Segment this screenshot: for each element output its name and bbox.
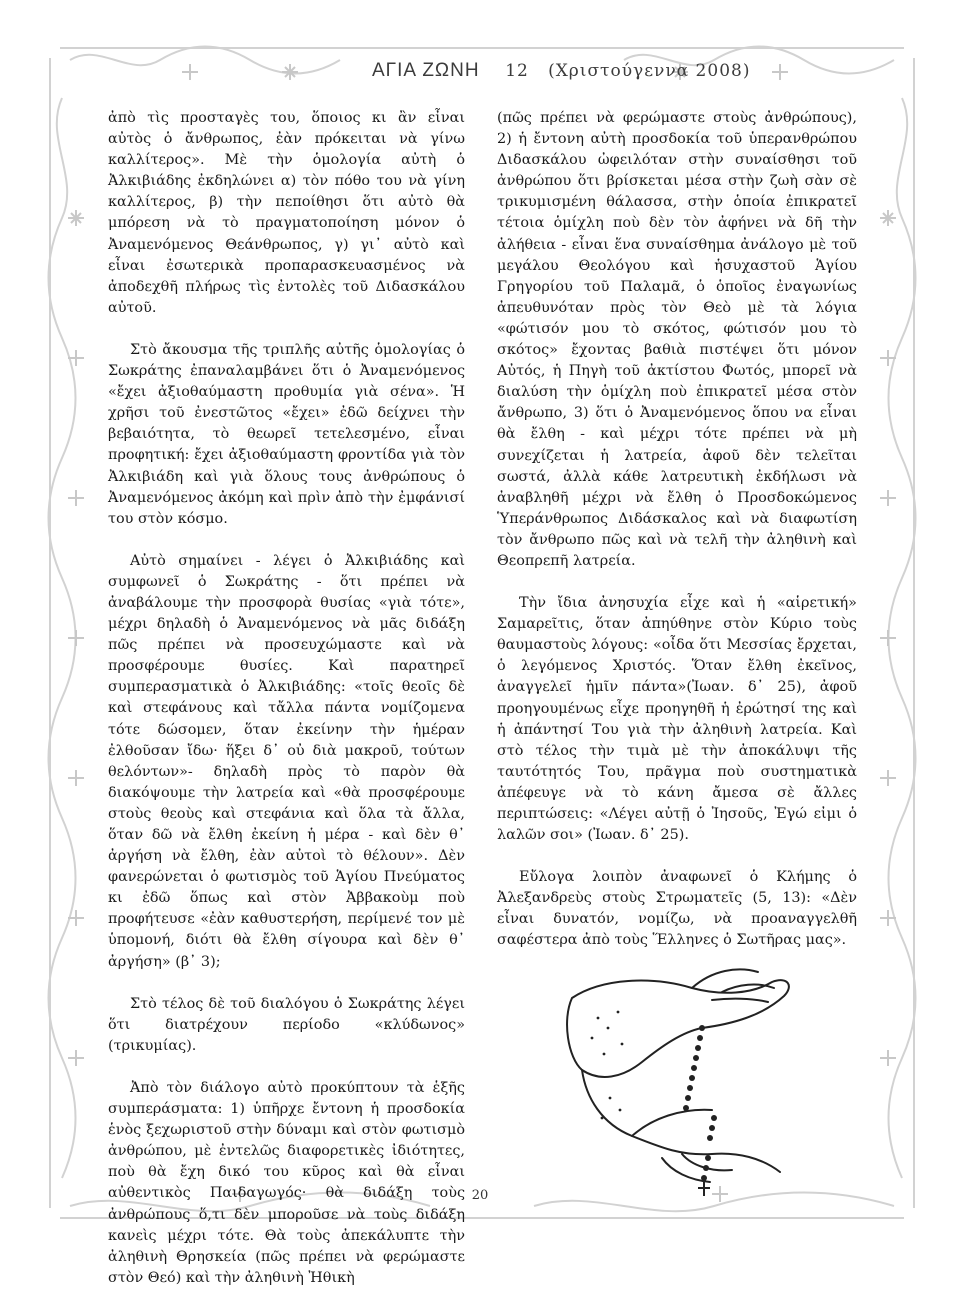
right-column [497, 108, 857, 973]
magazine-name: ΑΓΙΑ ΖΩΝΗ [372, 60, 480, 81]
paragraph: (πῶς πρέπει νὰ φερώμαστε στοὺς ἀνθρώπους), 2) ἡ ἔντονη αὐτὴ προσδοκία τοῦ ὑπερανθρώπου Διδασκάλου ὠφειλόταν στὴν συναίσθησι τοῦ ἀνθρώπου ὅτι βρίσκεται μέσα στὴν ζωὴ σὰν σὲ τρικυμισμένη θάλασσα, στὴν ὁποία ἐπικρατεῖ τέτοια ὁμίχλη ποὺ δὲν τὸν ἀφήνει νὰ δῆ τὴν ἀλήθεια - εἶναι ἕνα συναίσθημα ἀνάλογο μὲ τοῦ μεγάλου Θεολόγου καὶ ἡσυχαστοῦ Ἁγίου Γρηγορίου τοῦ Παλαμᾶ, ὁ ὁποῖος ἐναγωνίως ἀπευθυνόταν πρὸς τὸν Θεὸ μὲ τὰ λόγια «φώτισόν μου τὸ σκότος, φώτισόν μου τὸ σκότος» ἔχοντας βαθιὰ πιστέψει ὅτι μόνον Αὐτός, ἡ Πηγὴ τοῦ ἀκτίστου Φωτός, μπορεῖ νὰ διαλύση τὴν ὁμίχλη ποὺ ἐπικρατεῖ μέσα στὸν ἄνθρωπο, 3) ὅτι ὁ Ἀναμενόμενος ὅπου να εἶναι θὰ ἔλθη - καὶ μέχρι τότε πρέπει νὰ μὴ συνεχίζεται ἡ λατρεία, ἀφοῦ δὲν τελεῖται σωστά, ἀλλὰ κάθε λατρευτικὴ ἐκδήλωσι νὰ ἀναβληθῆ μέχρι νὰ ἔλθη ὁ Προσδοκώμενος Ὑπεράνθρωπος Διδάσκαλος καὶ νὰ διαφωτίση τὸν ἄνθρωπο πῶς καὶ νὰ τελῆ τὴν ἀληθινὴ καὶ Θεοπρεπῆ λατρεία. [497, 110, 857, 569]
issue-date: (Χριστούγεννα 2008) [548, 61, 751, 81]
header-title [372, 60, 751, 82]
page-number: 20 [471, 1188, 489, 1203]
left-column [108, 108, 465, 1310]
praying-hands-illustration [562, 958, 800, 1202]
paragraph: Τὴν ἴδια ἀνησυχία εἶχε καὶ ἡ «αἱρετική» Σαμαρεῖτις, ὅταν ἀπηύθηνε στὸν Κύριο τοὺς θαυμαστοὺς λόγους: «οἶδα ὅτι Μεσσίας ἔρχεται, ὁ λεγόμενος Χριστός. Ὅταν ἔλθη ἐκεῖνος, ἀναγγελεῖ ἡμῖν πάντα»(Ἰωαν. δ᾽ 25), ἀφοῦ προηγουμένως εἶχε προηγηθῆ ἡ ἐρώτησί της καὶ ἡ ἀπάντησί Του γιὰ τὴν ἀληθινὴ λατρεία. Καὶ στὸ τέλος τὴν τιμὰ μὲ τὴν ἀποκάλυψι τῆς ταυτότητός Του, πρᾶγμα ποὺ συστηματικὰ ἀπέφευγε νὰ τὸ κάνη ἄμεσα σὲ ἄλλες περιπτώσεις: «Λέγει αὐτῇ ὁ Ἰησοῦς, Ἐγώ εἰμι ὁ λαλῶν σοι» (Ἰωαν. δ᾽ 25). [497, 595, 857, 844]
paragraph: ἀπὸ τὶς προσταγὲς του, ὅποιος κι ἂν εἶναι αὐτὸς ὁ ἄνθρωπος, ἐὰν πρόκειται νὰ γίνω καλλίτερος». Μὲ τὴν ὁμολογία αὐτὴ ὁ Ἀλκιβιάδης ἐκδηλώνει α) τὸν πόθο του νὰ γίνη καλλίτερος, β) τὴν πεποίθησι ὅτι αὐτὸ θὰ μπόρεση νὰ τὸ πραγματοποίηση μόνον ὁ Ἀναμενόμενος Θεάνθρωπος, γ) γι᾽ αὐτὸ καὶ εἶναι ἐσωτερικὰ προπαρασκευασμένος νὰ ἀποδεχθῆ πλήρως τὶς ἐντολὲς τοῦ Διδασκάλου αὐτοῦ. [108, 110, 465, 316]
paragraph: Ἀπὸ τὸν διάλογο αὐτὸ προκύπτουν τὰ ἑξῆς συμπεράσματα: 1) ὑπῆρχε ἔντονη ἡ προσδοκία ἑνὸς ξεχωριστοῦ στὴν δύναμι καὶ στὸν φωτισμὸ ἀνθρώπου, μὲ ἐντελῶς διαφορετικὲς ἰδιότητες, ποὺ θὰ ἔχη δικό του κῦρος καὶ θὰ εἶναι αὐθεντικὸς Παιδαγωγός· θὰ διδάξη τοὺς ἀνθρώπους ὅ,τι δὲν μποροῦσε νὰ τοὺς διδάξη κανεὶς μέχρι τότε. Θὰ τοὺς ἀπεκάλυπτε τὴν ἀληθινὴ Θρησκεία (πῶς πρέπει νὰ φερώμαστε στὸν Θεό) καὶ τὴν ἀληθινὴ Ἠθικὴ [108, 1079, 465, 1286]
issue-number: 12 [505, 61, 529, 81]
paragraph: Αὐτὸ σημαίνει - λέγει ὁ Ἀλκιβιάδης καὶ συμφωνεῖ ὁ Σωκράτης - ὅτι πρέπει νὰ ἀναβάλουμε τὴν προσφορὰ θυσίας «γιὰ τότε», μέχρι δηλαδὴ ὁ Ἀναμενόμενος νὰ μᾶς διδάξη πῶς πρέπει νὰ προσευχώμαστε καὶ νὰ προσφέρουμε θυσίες. Καὶ παρατηρεῖ συμπερασματικὰ ὁ Ἀλκιβιάδης: «τοῖς θεοῖς δὲ καὶ στεφάνους καὶ τἄλλα πάντα νομίζομενα τότε δώσομεν, ὅταν ἐκείνην τὴν ἡμέραν ἐλθοῦσαν ἴδω· ἥξει δ᾽ οὐ διὰ μακροῦ, τούτων θελόντων»- δηλαδὴ πρὸς τὸ παρὸν θὰ διακόψουμε τὴν λατρεία καὶ «θὰ προσφέρουμε στοὺς θεοὺς καὶ στεφάνια καὶ ὅλα τὰ ἄλλα, ὅταν δῶ νὰ ἔλθη ἐκείνη ἡ μέρα - καὶ δὲν θ᾽ ἀργήση νὰ ἔλθη, ἐὰν αὐτοὶ τὸ θέλουν». Δὲν φανερώνεται ὁ φωτισμὸς τοῦ Ἁγίου Πνεύματος κι ἐδῶ ὅπως καὶ στὸν Ἀββακοὺμ ποὺ προφήτευσε «ἐὰν καθυστερήση, περίμενέ τον μὲ ὑπομονή, διότι θὰ ἔλθη σίγουρα καὶ δὲν θ᾽ ἀργήση» (β᾽ 3); [108, 552, 465, 970]
running-header [0, 56, 960, 90]
paragraph: Στὸ τέλος δὲ τοῦ διαλόγου ὁ Σωκράτης λέγει ὅτι διατρέχουν περίοδο «κλύδωνος» (τρικυμίας). [108, 995, 465, 1054]
paragraph: Εὔλογα λοιπὸν ἀναφωνεῖ ὁ Κλήμης ὁ Ἀλεξανδρεὺς στοὺς Στρωματεῖς (5, 13): «Δὲν εἶναι δυνατόν, νομίζω, νὰ προαναγγελθῆ σαφέστερα ἀπὸ τοὺς Ἕλληνες ὁ Σωτῆρας μας». [497, 869, 857, 949]
paragraph: Στὸ ἄκουσμα τῆς τριπλῆς αὐτῆς ὁμολογίας ὁ Σωκράτης ἐπαναλαμβάνει ὅτι ὁ Ἀναμενόμενος «ἔχει ἀξιοθαύμαστη προθυμία γιὰ σένα». Ἡ χρῆσι τοῦ ἐνεστῶτος «ἔχει» ἐδῶ δείχνει τὴν βεβαιότητα, τὸ θεωρεῖ τετελεσμένο, εἶναι προφητική: ἔχει ἀξιοθαύμαστη φροντίδα γιὰ τὸν Ἀλκιβιάδη καὶ γιὰ ὅλους τους ἀνθρώπους ὁ Ἀναμενόμενος ἀκόμη καὶ πρὶν ἀπὸ τὴν ἐμφάνισί του στὸν κόσμο. [108, 341, 465, 527]
